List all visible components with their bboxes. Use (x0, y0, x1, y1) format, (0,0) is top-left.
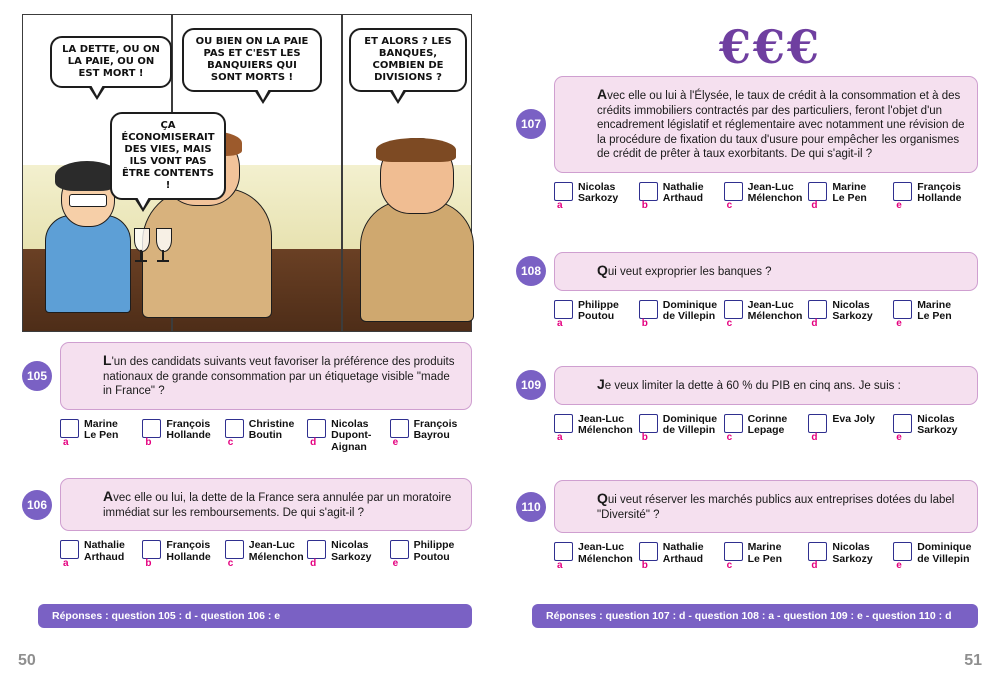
wine-glass-1 (134, 228, 148, 250)
answer-letter: d (310, 436, 317, 448)
answer-label: Jean-Luc Mélenchon (747, 180, 803, 204)
answer-label: Nathalie Arthaud (662, 180, 704, 204)
answer-option[interactable] (893, 180, 978, 211)
answer-option[interactable] (639, 541, 724, 571)
answer-options (516, 541, 978, 571)
question-lead-letter: J (597, 376, 605, 392)
question-lead-letter: A (103, 488, 114, 504)
section-title-euro: €€€ (718, 20, 822, 74)
answer-checkbox[interactable] (808, 414, 827, 433)
answer-checkbox[interactable] (142, 540, 161, 559)
speech-tail-icon (134, 198, 152, 212)
answer-checkbox[interactable] (307, 540, 326, 559)
answer-label: Nathalie Arthaud (84, 539, 125, 563)
answer-option[interactable] (808, 298, 893, 329)
question-lead-letter: A (597, 86, 608, 102)
answer-checkbox[interactable] (808, 182, 827, 201)
question-block-105 (22, 342, 472, 453)
answer-option[interactable] (225, 539, 307, 569)
answer-checkbox[interactable] (390, 419, 409, 438)
wine-glass-2 (156, 228, 170, 250)
answer-checkbox[interactable] (554, 300, 573, 319)
question-number-badge: 109 (516, 370, 546, 400)
speech-tail-icon (389, 90, 407, 104)
answer-option[interactable] (60, 419, 142, 454)
answer-letter: d (811, 317, 818, 329)
question-text: ui veut exproprier les banques ? (607, 266, 772, 278)
answer-letter: a (557, 560, 563, 571)
speech-bubble-1 (50, 36, 172, 88)
answer-option[interactable] (554, 298, 639, 329)
answer-label: Nicolas Sarkozy (331, 539, 372, 563)
answer-letter: b (641, 431, 648, 443)
speech-bubble-1-text: LA DETTE, OU ON LA PAIE, OU ON EST MORT ! (62, 44, 160, 79)
answer-option[interactable] (639, 298, 724, 329)
question-text-box (554, 252, 978, 291)
question-block-109 (516, 366, 978, 443)
answer-checkbox[interactable] (893, 182, 912, 201)
answer-checkbox[interactable] (307, 419, 326, 438)
answer-label: Christine Boutin (248, 417, 295, 441)
character-right-body (360, 200, 474, 322)
answer-checkbox[interactable] (225, 419, 244, 438)
answer-letter: e (896, 317, 902, 329)
answer-option[interactable] (724, 541, 809, 571)
answer-checkbox[interactable] (724, 414, 743, 433)
answer-bar-left (38, 604, 472, 628)
answer-option[interactable] (639, 412, 724, 443)
question-number-badge: 107 (516, 109, 546, 139)
answer-label: Dominique de Villepin (662, 412, 718, 436)
speech-tail-icon (88, 86, 106, 100)
answer-checkbox[interactable] (639, 300, 658, 319)
question-text-box (60, 478, 472, 531)
answer-label: Jean-Luc Mélenchon (578, 412, 633, 436)
question-block-106 (22, 478, 472, 569)
answer-options (516, 180, 978, 211)
answer-checkbox[interactable] (225, 540, 244, 559)
question-block-108 (516, 252, 978, 329)
answer-checkbox[interactable] (893, 542, 912, 561)
answer-letter: b (641, 317, 648, 329)
answer-label: Dominique de Villepin (662, 298, 718, 322)
question-text: e veux limiter la dette à 60 % du PIB en cinq ans. Je suis : (604, 380, 901, 392)
answer-label: Philippe Poutou (578, 298, 619, 322)
question-block-110 (516, 480, 978, 571)
answer-option[interactable] (724, 180, 809, 211)
answer-option[interactable] (893, 298, 978, 329)
answer-checkbox[interactable] (808, 542, 827, 561)
answer-label: Philippe Poutou (413, 539, 455, 563)
answer-checkbox[interactable] (554, 414, 573, 433)
question-block-107 (516, 76, 978, 211)
question-text: ui veut réserver les marchés publics aux entreprises dotées du label "Diversité" ? (597, 494, 955, 521)
answer-checkbox[interactable] (639, 182, 658, 201)
answer-letter: a (63, 436, 69, 448)
answer-option[interactable] (893, 541, 978, 571)
answer-option[interactable] (142, 419, 224, 454)
answer-letter: a (63, 558, 69, 569)
question-text-box (60, 342, 472, 410)
question-text-box (554, 76, 978, 173)
answer-checkbox[interactable] (893, 414, 912, 433)
answer-option[interactable] (142, 539, 224, 569)
answer-checkbox[interactable] (724, 300, 743, 319)
answer-letter: d (811, 560, 818, 571)
question-text: 'un des candidats suivants veut favoriser la préférence des produits nationaux de grande consommation par un étiquetage visible "made in France" ? (103, 356, 455, 397)
answer-label: Nathalie Arthaud (662, 541, 704, 565)
answer-option[interactable] (893, 412, 978, 443)
answer-letter: d (811, 431, 818, 443)
answer-option[interactable] (808, 180, 893, 211)
speech-bubble-3-text: OU BIEN ON LA PAIE PAS ET C'EST LES BANQUIERS QUI SONT MORTS ! (195, 36, 309, 83)
speech-bubble-4 (349, 28, 467, 92)
answer-label: François Hollande (166, 417, 211, 441)
answer-letter: d (310, 558, 317, 569)
answer-checkbox[interactable] (893, 300, 912, 319)
question-lead-letter: Q (597, 490, 608, 506)
question-lead-letter: Q (597, 262, 608, 278)
answer-letter: c (726, 560, 733, 571)
answer-option[interactable] (60, 539, 142, 569)
answer-letter: c (726, 317, 733, 329)
speech-bubble-3 (182, 28, 322, 92)
answer-label: Corinne Lepage (747, 412, 788, 436)
question-text-box (554, 366, 978, 405)
answer-label: Marine Le Pen (917, 298, 952, 322)
answer-checkbox[interactable] (60, 419, 79, 438)
question-number-badge: 110 (516, 492, 546, 522)
answer-bar-left-text: Réponses : question 105 : d - question 106 : e (52, 610, 281, 622)
answer-label: Jean-Luc Mélenchon (578, 541, 633, 565)
answer-label: Dominique de Villepin (917, 541, 972, 565)
answer-option[interactable] (724, 412, 809, 443)
answer-letter: b (641, 199, 648, 211)
answer-letter: a (557, 317, 563, 329)
answer-checkbox[interactable] (554, 542, 573, 561)
answer-label: Jean-Luc Mélenchon (747, 298, 803, 322)
page-number-right: 51 (964, 652, 982, 669)
answer-letter: e (896, 431, 902, 443)
answer-letter: e (896, 560, 902, 571)
speech-bubble-2-text: ÇA ÉCONOMISERAIT DES VIES, MAIS ILS VONT PAS ÊTRE CONTENTS ! (121, 120, 215, 191)
answer-letter: c (227, 436, 234, 448)
question-number-badge: 106 (22, 490, 52, 520)
answer-letter: a (557, 431, 563, 443)
answer-label: Nicolas Dupont-Aignan (331, 417, 372, 453)
answer-checkbox[interactable] (60, 540, 79, 559)
answer-label: Jean-Luc Mélenchon (248, 539, 304, 563)
answer-options (22, 539, 472, 569)
answer-letter: e (392, 436, 399, 448)
answer-letter: b (641, 560, 648, 571)
answer-options (516, 412, 978, 443)
answer-letter: b (145, 558, 152, 569)
answer-checkbox[interactable] (639, 414, 658, 433)
answer-label: Marine Le Pen (747, 541, 783, 565)
answer-option[interactable] (724, 298, 809, 329)
answer-option[interactable] (390, 419, 472, 454)
speech-tail-icon (254, 90, 272, 104)
answer-letter: d (811, 199, 818, 211)
answer-option[interactable] (639, 180, 724, 211)
answer-letter: c (726, 199, 733, 211)
question-text: vec elle ou lui à l'Élysée, le taux de crédit à la consommation et à des crédits immobiliers contractés par des particuliers, feront l'objet d'un encadrement législatif et réglementaire avec notamment une révision de la procédure de fixation du taux d'usure pour empêcher les organismes de crédit de prêter à taux exorbitants. De qui s'agit-il ? (597, 90, 965, 160)
answer-label: François Hollande (917, 180, 962, 204)
answer-letter: a (557, 199, 563, 211)
answer-checkbox[interactable] (390, 540, 409, 559)
question-lead-letter: L (103, 352, 112, 368)
answer-label: Marine Le Pen (84, 417, 119, 441)
character-left-glasses (69, 194, 107, 207)
answer-options (22, 419, 472, 454)
answer-label: François Bayrou (413, 417, 458, 441)
question-number-badge: 105 (22, 361, 52, 391)
answer-letter: c (726, 431, 733, 443)
answer-bar-right-text: Réponses : question 107 : d - question 108 : a - question 109 : e - question 110 : d (546, 610, 952, 622)
answer-label: Nicolas Sarkozy (832, 298, 873, 322)
comic-strip (22, 14, 472, 332)
answer-option[interactable] (225, 419, 307, 454)
character-right-hair (376, 138, 456, 162)
speech-bubble-2 (110, 112, 226, 200)
character-left-body (45, 215, 131, 313)
answer-label: Nicolas Sarkozy (917, 412, 958, 436)
answer-label: Marine Le Pen (832, 180, 867, 204)
answer-checkbox[interactable] (724, 542, 743, 561)
answer-option[interactable] (554, 180, 639, 211)
answer-option[interactable] (554, 412, 639, 443)
answer-checkbox[interactable] (724, 182, 743, 201)
answer-letter: c (227, 558, 234, 569)
answer-option[interactable] (808, 412, 893, 443)
answer-option[interactable] (808, 541, 893, 571)
answer-option[interactable] (307, 419, 389, 454)
speech-bubble-4-text: ET ALORS ? LES BANQUES, COMBIEN DE DIVISIONS ? (364, 36, 452, 83)
answer-checkbox[interactable] (639, 542, 658, 561)
answer-label: Nicolas Sarkozy (832, 541, 873, 565)
answer-letter: e (896, 199, 902, 211)
answer-checkbox[interactable] (142, 419, 161, 438)
answer-label: Eva Joly (832, 412, 876, 425)
question-text-box (554, 480, 978, 533)
page-number-left: 50 (18, 652, 36, 669)
question-number-badge: 108 (516, 256, 546, 286)
answer-checkbox[interactable] (808, 300, 827, 319)
answer-checkbox[interactable] (554, 182, 573, 201)
answer-option[interactable] (390, 539, 472, 569)
answer-option[interactable] (554, 541, 639, 571)
answer-option[interactable] (307, 539, 389, 569)
answer-letter: e (392, 558, 399, 569)
answer-options (516, 298, 978, 329)
answer-bar-right (532, 604, 978, 628)
answer-label: Nicolas Sarkozy (578, 180, 619, 204)
answer-label: François Hollande (166, 539, 211, 563)
question-text: vec elle ou lui, la dette de la France sera annulée par un moratoire immédiat sur les remboursements. De qui s'agit-il ? (103, 492, 452, 519)
answer-letter: b (145, 436, 152, 448)
